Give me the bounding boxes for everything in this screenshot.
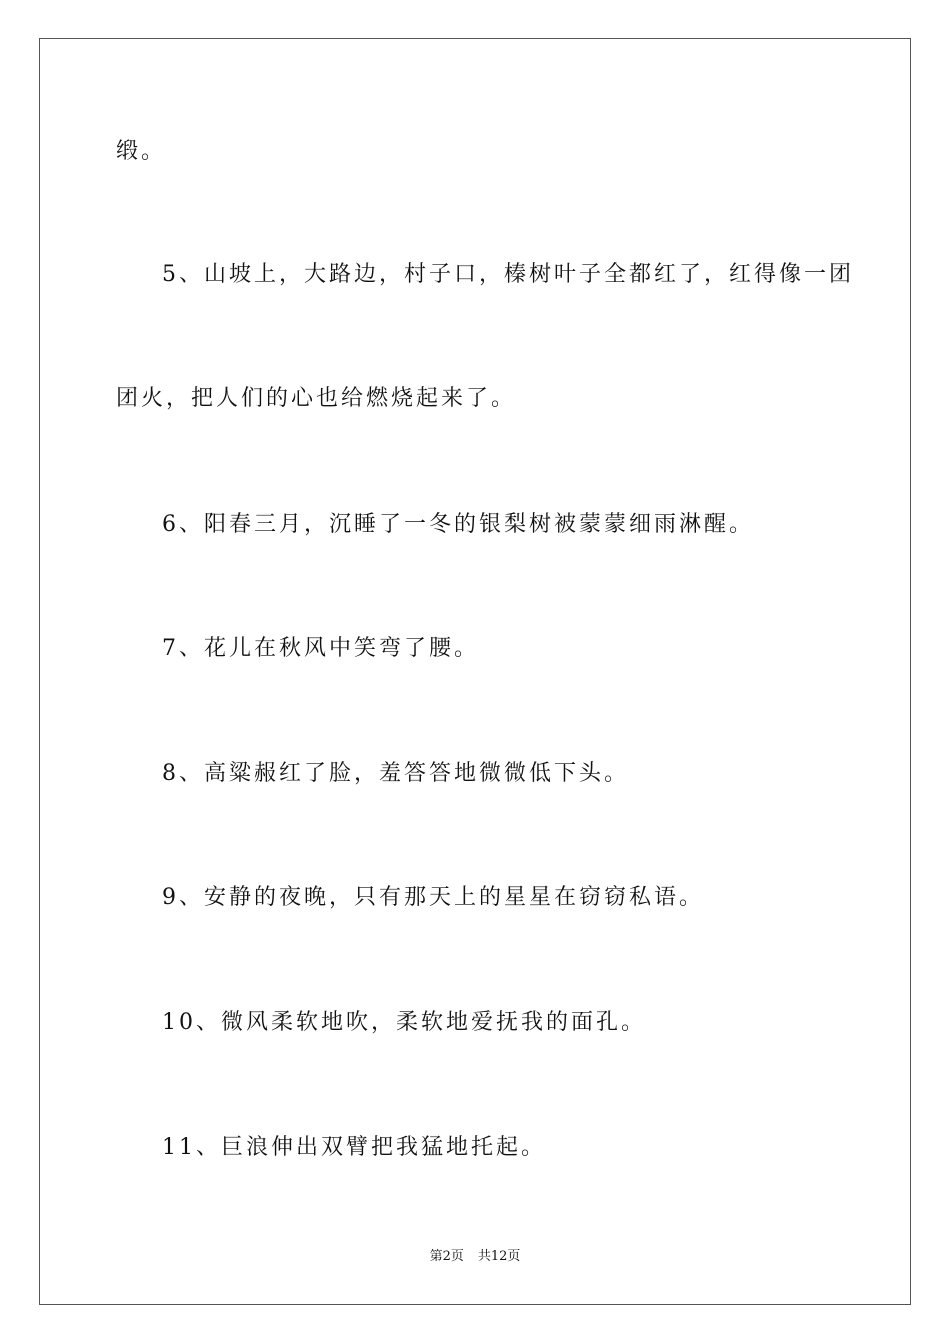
text-line-item-9: 9、安静的夜晚，只有那天上的星星在窃窃私语。 — [162, 885, 704, 910]
text-line-item-7: 7、花儿在秋风中笑弯了腰。 — [162, 636, 479, 661]
text-line-item-10: 10、微风柔软地吹，柔软地爱抚我的面孔。 — [162, 1010, 646, 1035]
text-line-item-8: 8、高粱赧红了脸，羞答答地微微低下头。 — [162, 761, 629, 786]
page-footer — [0, 1247, 950, 1267]
text-line-continuation: 缎。 — [116, 139, 167, 164]
text-line-item-5-continued: 团火，把人们的心也给燃烧起来了。 — [116, 386, 517, 411]
total-pages: 共12页 — [477, 1249, 521, 1264]
text-line-item-5: 5、山坡上，大路边，村子口，榛树叶子全都红了，红得像一团 — [162, 262, 854, 287]
page-frame — [39, 38, 911, 1305]
text-line-item-6: 6、阳春三月，沉睡了一冬的银梨树被蒙蒙细雨淋醒。 — [162, 512, 754, 537]
text-line-item-11: 11、巨浪伸出双臂把我猛地托起。 — [162, 1135, 546, 1160]
page-number: 第2页 — [429, 1249, 464, 1264]
